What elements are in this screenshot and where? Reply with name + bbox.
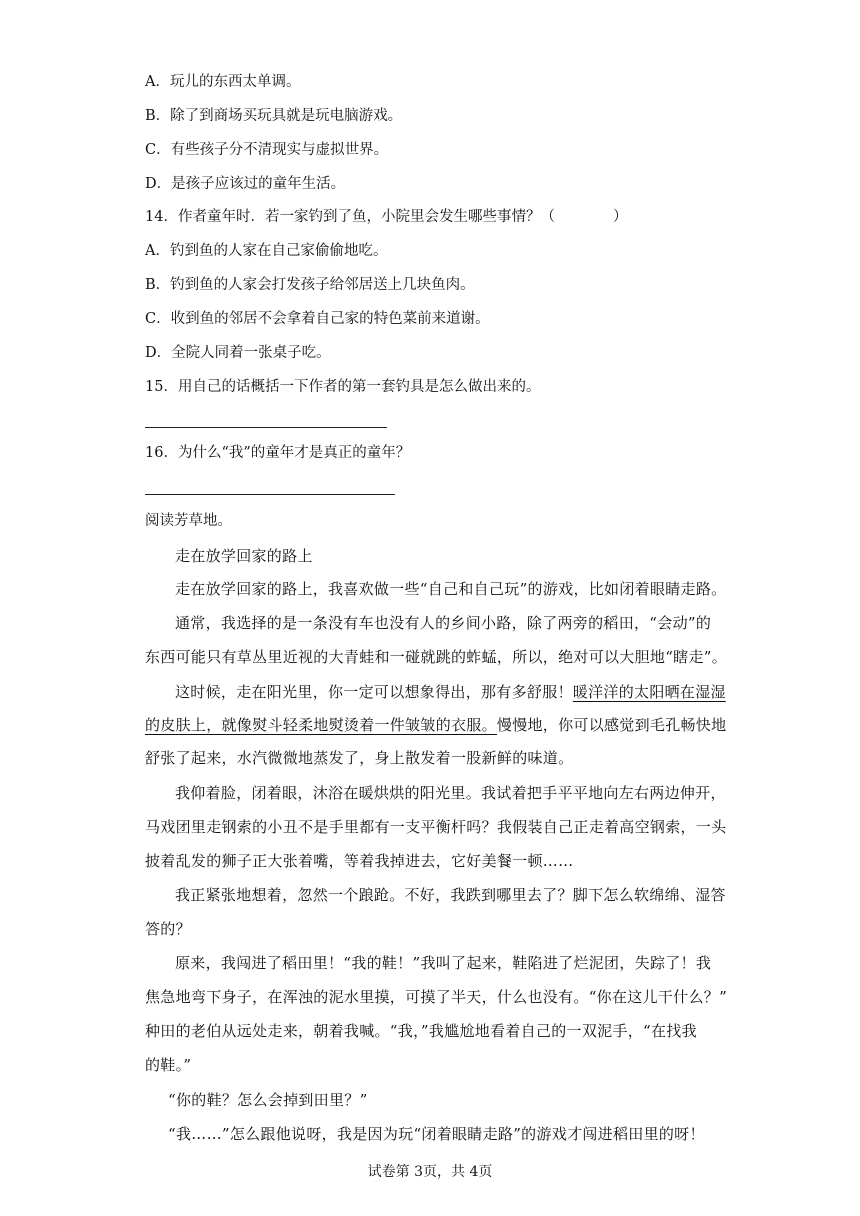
passage-p7: “你的鞋？怎么会掉到田里？”: [168, 1091, 368, 1109]
page-footer: 试卷第 3页，共 4页: [367, 1164, 493, 1180]
q14-option-c: C．收到鱼的邻居不会拿着自己家的特色菜前来道谢。: [145, 311, 490, 327]
passage-p4-line3: 披着乱发的狮子正大张着嘴，等着我掉进去，它好美餐一顿……: [145, 852, 574, 870]
passage-p2-line1: 通常，我选择的是一条没有车也没有人的乡间小路，除了两旁的稻田，“会动”的: [175, 614, 712, 632]
q16-answer-line[interactable]: [145, 494, 395, 495]
underlined-sentence-part1: 暖洋洋的太阳晒在湿湿: [572, 683, 726, 701]
passage-p3-line1: [175, 685, 726, 700]
passage-title: 走在放学回家的路上: [175, 547, 313, 565]
passage-p6-line3: 种田的老伯从远处走来，朝着我喊。“我，”我尴尬地看着自己的一双泥手，“在找我: [145, 1022, 697, 1040]
q13-option-b: B．除了到商场买玩具就是玩电脑游戏。: [145, 108, 403, 124]
q14-option-a: A．钓到鱼的人家在自己家偷偷地吃。: [145, 243, 388, 259]
q13-option-a: A．玩儿的东西太单调。: [145, 74, 301, 90]
passage-p6-line4: 的鞋。”: [145, 1056, 192, 1074]
passage-p6-line2: 焦急地弯下身子，在浑浊的泥水里摸，可摸了半天，什么也没有。“你在这儿干什么？”: [145, 988, 728, 1006]
passage-p5-line1: 我正紧张地想着，忽然一个踉跄。不好，我跌到哪里去了？脚下怎么软绵绵、湿答: [175, 886, 726, 904]
q14-option-d: D．全院人同着一张桌子吃。: [145, 345, 331, 361]
passage-p3-text: 这时候，走在阳光里，你一定可以想象得出，那有多舒服！: [175, 683, 573, 701]
passage-p3-text-cont: 慢慢地，你可以感觉到毛孔畅快地: [496, 716, 727, 734]
q15-answer-line[interactable]: [145, 427, 387, 428]
passage-p4-line1: 我仰着脸，闭着眼，沐浴在暖烘烘的阳光里。我试着把手平平地向左右两边伸开，: [175, 784, 726, 802]
passage-p8: “我……”怎么跟他说呀，我是因为玩“闭着眼睛走路”的游戏才闯进稻田里的呀！: [168, 1125, 705, 1143]
q14-option-b: B．钓到鱼的人家会打发孩子给邻居送上几块鱼肉。: [145, 277, 475, 293]
q13-option-c: C．有些孩子分不清现实与虚拟世界。: [145, 142, 389, 158]
q14-stem: 14．作者童年时．若一家钓到了鱼，小院里会发生哪些事情？（ ）: [145, 209, 628, 225]
passage-p3-line3: 舒张了起来，水汽微微地蒸发了，身上散发着一股新鲜的味道。: [145, 749, 574, 767]
passage-p2-line2: 东西可能只有草丛里近视的大青蛙和一碰就跳的蚱蜢，所以，绝对可以大胆地“瞎走”。: [145, 648, 728, 666]
reading-intro: 阅读芳草地。: [145, 513, 232, 529]
underlined-sentence-part2: 的皮肤上，就像熨斗轻柔地熨烫着一件皱皱的衣服。: [145, 716, 497, 734]
q13-option-d: D．是孩子应该过的童年生活。: [145, 176, 346, 192]
passage-p3-line2: [145, 718, 726, 733]
q16-stem: 16．为什么“我”的童年才是真正的童年？: [145, 445, 411, 461]
passage-p4-line2: 马戏团里走钢索的小丑不是手里都有一支平衡杆吗？我假装自己正走着高空钢索，一头: [145, 818, 727, 836]
passage-p1: 走在放学回家的路上，我喜欢做一些“自己和自己玩”的游戏，比如闭着眼睛走路。: [175, 580, 727, 598]
passage-p6-line1: 原来，我闯进了稻田里！“我的鞋！”我叫了起来，鞋陷进了烂泥团，失踪了！我: [175, 954, 712, 972]
q15-stem: 15．用自己的话概括一下作者的第一套钓具是怎么做出来的。: [145, 379, 541, 395]
passage-p5-line2: 答的？: [145, 920, 191, 938]
